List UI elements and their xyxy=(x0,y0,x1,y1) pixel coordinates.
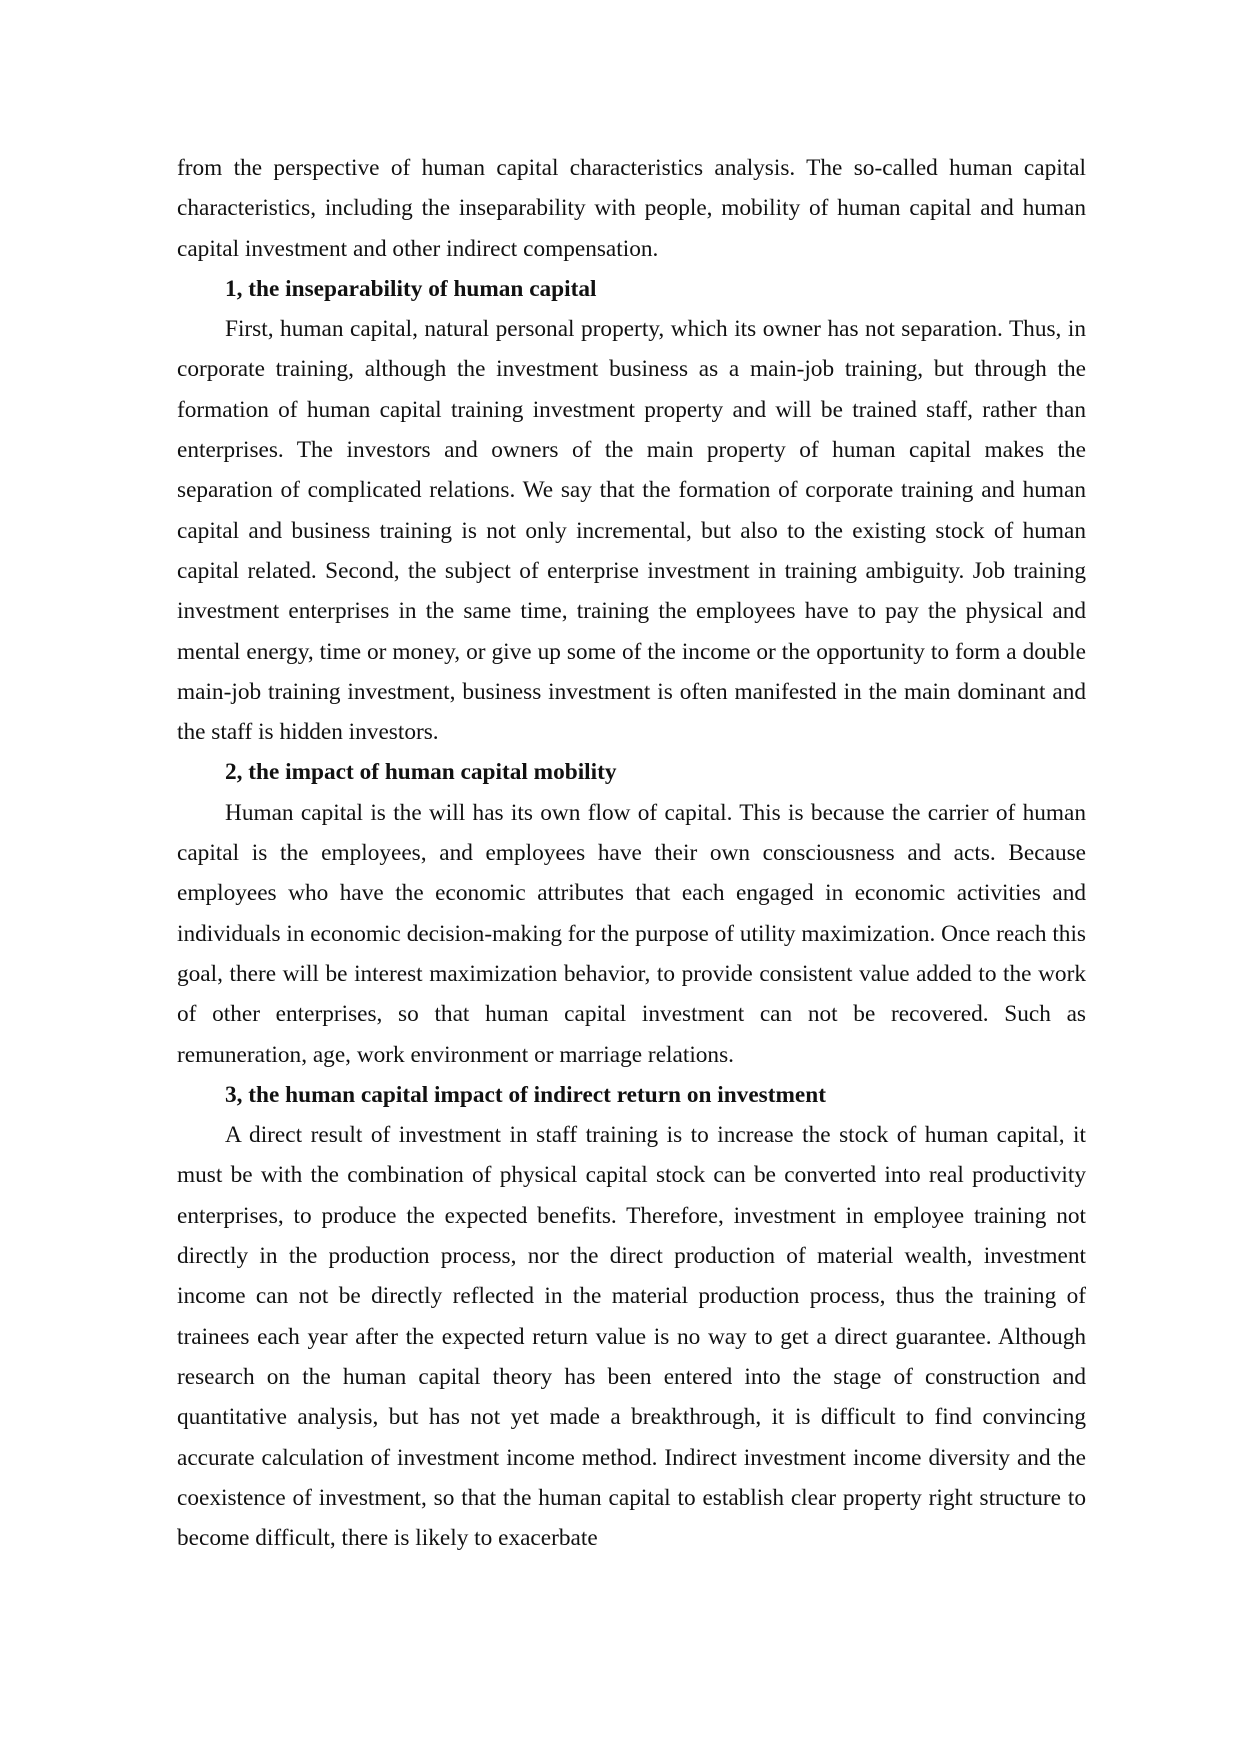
page-body xyxy=(177,148,1086,1558)
intro-paragraph: from the perspective of human capital characteristics analysis. The so-called human capital characteristics, including the inseparability with people, mobility of human capital and human capital investment and other indirect compensation. xyxy=(177,155,1086,262)
section-heading-1: 1, the inseparability of human capital xyxy=(225,275,597,302)
section-heading-2: 2, the impact of human capital mobility xyxy=(225,759,617,786)
section-2-paragraph: Human capital is the will has its own flow of capital. This is because the carrier of human capital is the employees, and employees have their own consciousness and acts. Because employees who have the economic attributes that each engaged in economic activities and individuals in economic decision-making for the purpose of utility maximization. Once reach this goal, there will be interest maximization behavior, to provide consistent value added to the work of other enterprises, so that human capital investment can not be recovered. Such as remuneration, age, work environment or marriage relations. xyxy=(177,799,1086,1068)
section-3-paragraph: A direct result of investment in staff training is to increase the stock of human capital, it must be with the combination of physical capital stock can be converted into real productivity enterprises, to produce the expected benefits. Therefore, investment in employee training not directly in the production process, nor the direct production of material wealth, investment income can not be directly reflected in the material production process, thus the training of trainees each year after the expected return value is no way to get a direct guarantee. Although research on the human capital theory has been entered into the stage of construction and quantitative analysis, but has not yet made a breakthrough, it is difficult to find convincing accurate calculation of investment income method. Indirect investment income diversity and the coexistence of investment, so that the human capital to establish clear property right structure to become difficult, there is likely to exacerbate xyxy=(177,1122,1086,1552)
section-heading-3: 3, the human capital impact of indirect return on investment xyxy=(225,1081,826,1108)
section-1-paragraph: First, human capital, natural personal property, which its owner has not separation. Thus, in corporate training, although the investment business as a main-job training, but through the formation of human capital training investment property and will be trained staff, rather than enterprises. The investors and owners of the main property of human capital makes the separation of complicated relations. We say that the formation of corporate training and human capital and business training is not only incremental, but also to the existing stock of human capital related. Second, the subject of enterprise investment in training ambiguity. Job training investment enterprises in the same time, training the employees have to pay the physical and mental energy, time or money, or give up some of the income or the opportunity to form a double main-job training investment, business investment is often manifested in the main dominant and the staff is hidden investors. xyxy=(177,316,1086,746)
